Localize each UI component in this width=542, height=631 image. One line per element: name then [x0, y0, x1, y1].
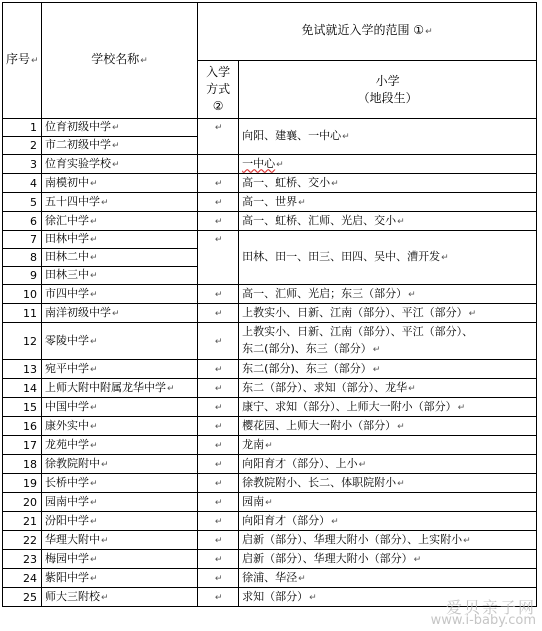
- admission-mode: ↵: [198, 231, 239, 285]
- row-number: 2: [3, 137, 42, 155]
- school-name: 长桥中学↵: [42, 474, 198, 493]
- row-number: 18: [3, 455, 42, 474]
- row-number: 24: [3, 569, 42, 588]
- primary-school-range: 向阳育才（部分）↵: [239, 512, 537, 531]
- primary-school-range: 求知（部分）↵: [239, 588, 537, 607]
- table-row: [3, 493, 537, 512]
- admission-mode: ↵: [198, 398, 239, 417]
- school-name: 南模初中↵: [42, 174, 198, 193]
- school-name: 康外实中↵: [42, 417, 198, 436]
- admission-mode: ↵: [198, 212, 239, 231]
- row-number: 1: [3, 119, 42, 137]
- primary-school-range: 上教实小、日新、江南（部分）、平江（部分）、 东二(部分)、东三（部分）↵: [239, 323, 537, 360]
- admission-mode: ↵: [198, 379, 239, 398]
- school-name: 华理大附中↵: [42, 531, 198, 550]
- header-primary-school: 小学 （地段生）: [239, 61, 537, 119]
- admission-mode: ↵: [198, 474, 239, 493]
- row-number: 21: [3, 512, 42, 531]
- school-name: 五十四中学↵: [42, 193, 198, 212]
- school-name: 田林二中↵: [42, 249, 198, 267]
- row-number: 22: [3, 531, 42, 550]
- primary-school-range: 一中心↵: [239, 155, 537, 174]
- header-admission-range: 免试就近入学的范围 ①↵: [198, 3, 537, 61]
- school-name: 田林三中↵: [42, 267, 198, 285]
- admission-mode: ↵: [198, 588, 239, 607]
- school-name: 宛平中学↵: [42, 360, 198, 379]
- header-serial-number: 序号↵: [3, 3, 42, 119]
- site-watermark: 爱贝亲子网 www.i-baby.com: [430, 598, 536, 628]
- primary-school-range: 向阳育才（部分）、上小↵: [239, 455, 537, 474]
- row-number: 13: [3, 360, 42, 379]
- primary-school-range: 东二（部分）、求知（部分）、龙华↵: [239, 379, 537, 398]
- admission-mode: ↵: [198, 119, 239, 155]
- table-row: [3, 193, 537, 212]
- row-number: 11: [3, 304, 42, 323]
- row-number: 15: [3, 398, 42, 417]
- row-number: 4: [3, 174, 42, 193]
- table-row: [3, 531, 537, 550]
- school-name: 田林中学↵: [42, 231, 198, 249]
- school-name: 南洋初级中学↵: [42, 304, 198, 323]
- admission-mode: ↵: [198, 512, 239, 531]
- school-name: 中国中学↵: [42, 398, 198, 417]
- primary-school-range: 启新（部分）、华理大附小（部分）↵: [239, 550, 537, 569]
- primary-school-range: 田林、田一、田三、田四、吴中、漕开发↵: [239, 231, 537, 285]
- table-row: [3, 569, 537, 588]
- table-row: [3, 398, 537, 417]
- admission-table: [2, 2, 537, 607]
- row-number: 25: [3, 588, 42, 607]
- primary-school-range: 向阳、建襄、一中心↵: [239, 119, 537, 155]
- table-row: [3, 155, 537, 174]
- row-number: 14: [3, 379, 42, 398]
- table-row: [3, 417, 537, 436]
- school-name: 零陵中学↵: [42, 323, 198, 360]
- table-row: [3, 474, 537, 493]
- table-row: [3, 360, 537, 379]
- school-name: 龙苑中学↵: [42, 436, 198, 455]
- admission-mode: ↵: [198, 550, 239, 569]
- primary-school-range: 园南↵: [239, 493, 537, 512]
- row-number: 6: [3, 212, 42, 231]
- primary-school-range: 东二(部分)、东三（部分）↵: [239, 360, 537, 379]
- row-number: 12: [3, 323, 42, 360]
- admission-mode: ↵: [198, 360, 239, 379]
- admission-mode: ↵: [198, 531, 239, 550]
- admission-mode: ↵: [198, 417, 239, 436]
- school-name: 位育实验学校↵: [42, 155, 198, 174]
- primary-school-range: 上教实小、日新、江南（部分）、平江（部分）↵: [239, 304, 537, 323]
- table-row: [3, 285, 537, 304]
- school-name: 位育初级中学↵: [42, 119, 198, 137]
- row-number: 10: [3, 285, 42, 304]
- header-school-name: 学校名称↵: [42, 3, 198, 119]
- row-number: 17: [3, 436, 42, 455]
- table-row: [3, 304, 537, 323]
- table-row: [3, 512, 537, 531]
- school-name: 园南中学↵: [42, 493, 198, 512]
- school-name: 徐汇中学↵: [42, 212, 198, 231]
- primary-school-range: 高一、世界↵: [239, 193, 537, 212]
- admission-mode: ↵: [198, 455, 239, 474]
- table-row: [3, 379, 537, 398]
- school-name: 徐教院附中↵: [42, 455, 198, 474]
- table-row: [3, 436, 537, 455]
- primary-school-range: 启新（部分）、华理大附小（部分）、上实附小↵: [239, 531, 537, 550]
- table-row: [3, 323, 537, 360]
- school-name: 上师大附中附属龙华中学↵: [42, 379, 198, 398]
- row-number: 20: [3, 493, 42, 512]
- table-row: [3, 119, 537, 137]
- primary-school-range: 龙南↵: [239, 436, 537, 455]
- row-number: 9: [3, 267, 42, 285]
- row-number: 5: [3, 193, 42, 212]
- school-name: 市二初级中学↵: [42, 137, 198, 155]
- admission-mode: ↵: [198, 285, 239, 304]
- primary-school-range: 高一、汇师、光启；东三（部分）↵: [239, 285, 537, 304]
- primary-school-range: 徐浦、华泾↵: [239, 569, 537, 588]
- admission-mode: ↵: [198, 304, 239, 323]
- school-name: 汾阳中学↵: [42, 512, 198, 531]
- table-row: [3, 550, 537, 569]
- table-row: [3, 174, 537, 193]
- primary-school-range: 徐教院附小、长二、体职院附小↵: [239, 474, 537, 493]
- admission-mode: ↵: [198, 193, 239, 212]
- table-row: [3, 231, 537, 249]
- row-number: 19: [3, 474, 42, 493]
- school-name: 师大三附校↵: [42, 588, 198, 607]
- admission-mode: ↵: [198, 493, 239, 512]
- table-row: [3, 212, 537, 231]
- row-number: 16: [3, 417, 42, 436]
- row-number: 7: [3, 231, 42, 249]
- school-name: 梅园中学↵: [42, 550, 198, 569]
- header-admission-mode: 入学 方式 ②: [198, 61, 239, 119]
- row-number: 23: [3, 550, 42, 569]
- admission-mode: ↵: [198, 174, 239, 193]
- school-name: 市四中学↵: [42, 285, 198, 304]
- primary-school-range: 高一、虹桥、交小↵: [239, 174, 537, 193]
- row-number: 3: [3, 155, 42, 174]
- row-number: 8: [3, 249, 42, 267]
- admission-mode: ↵: [198, 436, 239, 455]
- primary-school-range: 康宁、求知（部分）、上师大一附小（部分）↵: [239, 398, 537, 417]
- table-row: [3, 455, 537, 474]
- admission-mode: ↵: [198, 569, 239, 588]
- primary-school-range: 高一、虹桥、汇师、光启、交小↵: [239, 212, 537, 231]
- admission-mode: [198, 155, 239, 174]
- admission-mode: ↵: [198, 323, 239, 360]
- primary-school-range: 樱花园、上师大一附小（部分）↵: [239, 417, 537, 436]
- school-name: 紫阳中学↵: [42, 569, 198, 588]
